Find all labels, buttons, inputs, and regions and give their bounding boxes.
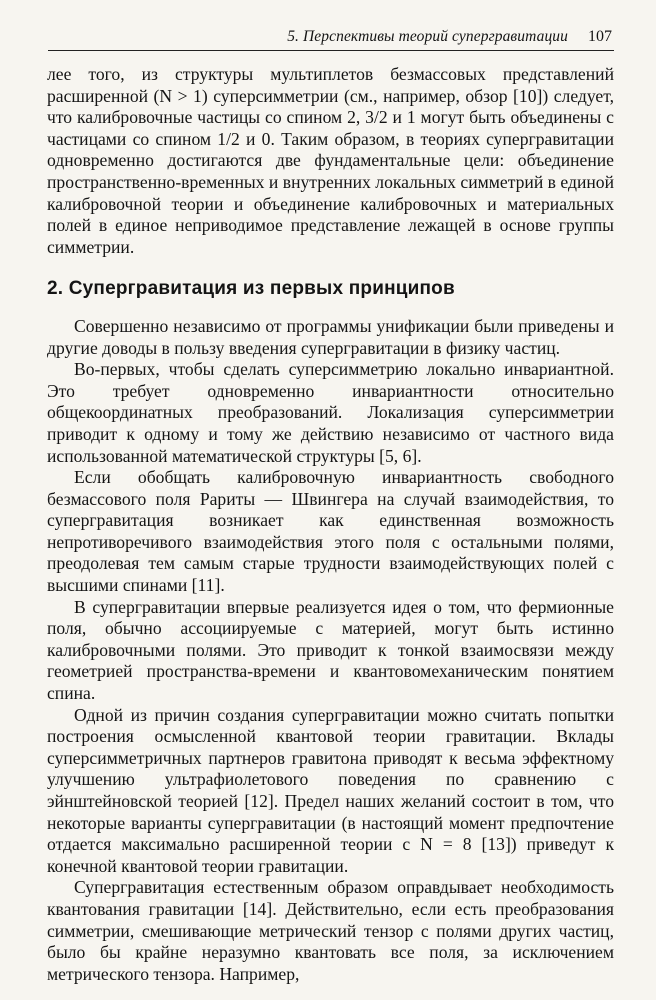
paragraph: Одной из причин создания супергравитации можно считать попытки построения осмысленной квантовой теории гравитации. Вклады суперсимметричных партнеров гравитона приводят к весьма эффектному улучшению ультрафиолетового поведения по сравнению с эйнштейновской теорией [12]. Предел наших желаний состоит в том, что некоторые варианты супергравитации (в настоящий момент предпочтение отдается максимально расширенной теории с N = 8 [13]) приведут к конечной квантовой теории гравитации. bbox=[47, 704, 614, 876]
paragraph-continued: лее того, из структуры мультиплетов безмассовых представлений расширенной (N > 1) суперсимметрии (см., например, обзор [10]) следует, что калибровочные частицы со спином 2, 3/2 и 1 могут быть объединены с частицами со спином 1/2 и 0. Таким образом, в теориях супергравитации одновременно достигаются две фундаментальные цели: объединение пространственно-временных и внутренних локальных симметрий в единой калибровочной теории и объединение калибровочных и материальных полей в единое неприводимое представление лежащей в основе группы симметрии. bbox=[47, 64, 614, 257]
main-text bbox=[47, 64, 614, 985]
paragraph: Если обобщать калибровочную инвариантность свободного безмассового поля Рариты — Швингера на случай взаимодействия, то супергравитация возникает как единственная возможность непротиворечивого взаимодействия этого поля с остальными полями, преодолевая тем самым старые трудности взаимодействующих полей с высшими спинами [11]. bbox=[47, 467, 614, 596]
paragraph: Совершенно независимо от программы унификации были приведены и другие доводы в пользу введения супергравитации в физику частиц. bbox=[47, 315, 614, 358]
paragraph: Супергравитация естественным образом оправдывает необходимость квантования гравитации [14]. Действительно, если есть преобразования симметрии, смешивающие метрический тензор с полями других частиц, было бы крайне неразумно квантовать все поля, за исключением метрического тензора. Например, bbox=[47, 877, 614, 984]
section-heading: 2. Супергравитация из первых принципов bbox=[47, 278, 455, 300]
paragraph: Во-первых, чтобы сделать суперсимметрию локально инвариантной. Это требует одновременно инвариантности относительно общекоординатных преобразований. Локализация суперсимметрии приводит к одному и тому же действию независимо от частного вида использованной математической структуры [5, 6]. bbox=[47, 359, 614, 466]
paragraph: В супергравитации впервые реализуется идея о том, что фермионные поля, обычно ассоциируемые с материей, могут быть истинно калибровочными полями. Это приводит к тонкой взаимосвязи между геометрией пространства-времени и квантовомеханическим понятием спина. bbox=[47, 596, 614, 704]
running-title: 5. Перспективы теорий супергравитации bbox=[287, 28, 568, 45]
running-header bbox=[48, 24, 614, 51]
page-number: 107 bbox=[588, 28, 612, 45]
